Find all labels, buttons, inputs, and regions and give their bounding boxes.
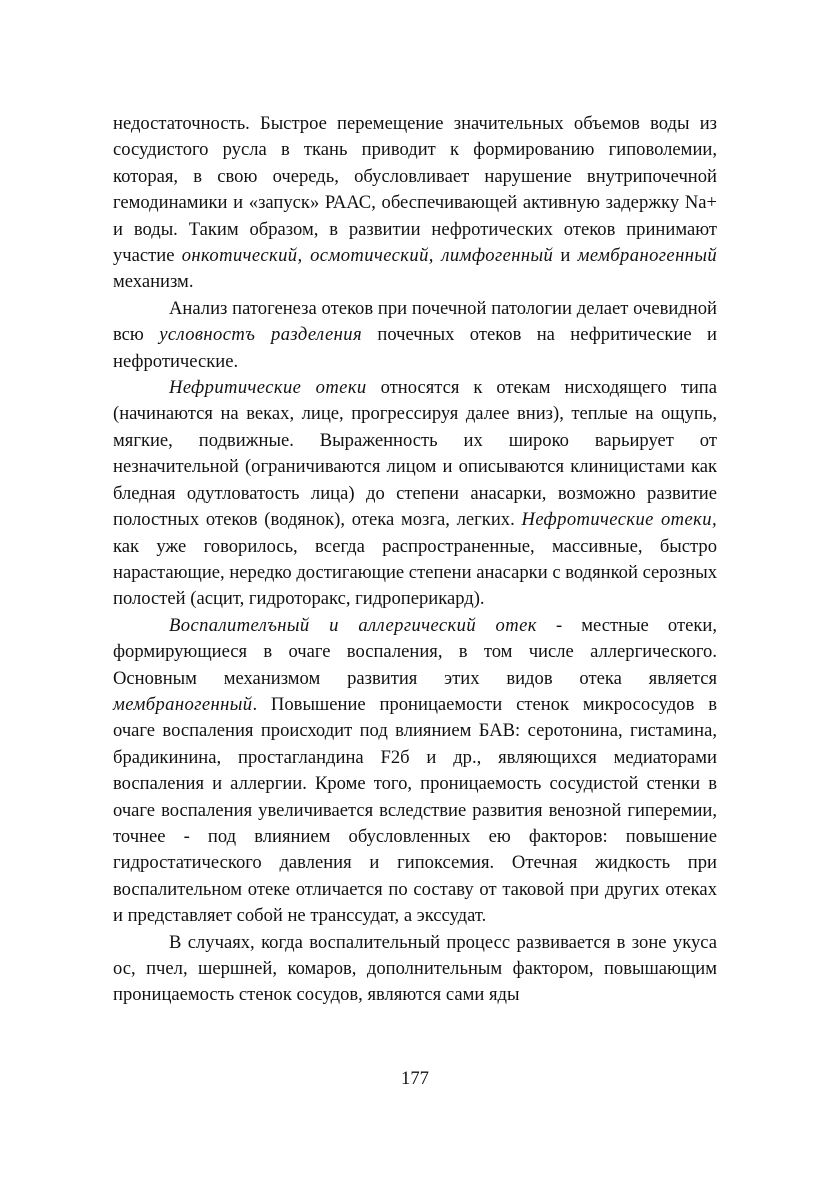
page-body [113, 111, 717, 1009]
paragraph-3-text-2: как уже говорилось, всегда распространенные, массивные, быстро нарастающие, нередко достигающие степени анасарки с водянкой серозных полостей (асцит, гидроторакс, гидроперикард). [113, 535, 717, 610]
paragraph-1-text-3: механизм. [113, 271, 194, 293]
paragraph-3-text-1: относятся к отекам нисходящего типа (начинаются на веках, лице, прогрессируя далее вниз), теплые на ощупь, мягкие, подвижные. Выраженность их широко варьирует от незначительной (ограничиваются лицом и описываются клиницистами как бледная одутловатость лица) до степени анасарки, возможно развитие полостных отеков (водянок), отека мозга, легких. [113, 377, 717, 531]
paragraph-3-italic-nephrotic: Нефротические отеки, [521, 509, 717, 531]
paragraph-4-text-2: . Повышение проницаемости стенок микрососудов в очаге воспаления происходит под влиянием БАВ: серотонина, гистамина, брадикинина, простагландина F2б и др., являющихся медиаторами воспаления и аллергии. Кроме того, проницаемость сосудистой стенки в очаге воспаления увеличивается вследствие развития венозной гиперемии, точнее - под влиянием обусловленных ею факторов: повышение гидростатического давления и гипоксемия. Отечная жидкость при воспалительном отеке отличается по составу от таковой при других отеках и представляет собой не транссудат, а экссудат. [113, 693, 717, 927]
paragraph-4 [113, 613, 717, 930]
paragraph-3 [113, 375, 717, 613]
paragraph-1 [113, 111, 717, 296]
paragraph-2-text-1: Анализ патогенеза отеков при почечной патологии делает очевидной всю [113, 297, 717, 346]
paragraph-4-text-1: - местные отеки, формирующиеся в очаге воспаления, в том числе аллергического. Основным механизмом развития этих видов отека является [113, 614, 717, 689]
paragraph-2-italic: условностъ разделения [159, 324, 363, 346]
paragraph-5 [113, 930, 717, 1009]
paragraph-4-italic-membranogenic: мембраногенный [113, 693, 253, 715]
paragraph-2 [113, 296, 717, 375]
paragraph-1-text-2: и [553, 245, 578, 267]
paragraph-3-italic-nephritic: Нефритические отеки [169, 377, 367, 399]
paragraph-2-text-2: почечных отеков на нефритические и нефротические. [113, 324, 717, 372]
paragraph-4-italic-inflammatory: Воспалителъный и аллергический отек [169, 614, 537, 636]
page-number: 177 [401, 1068, 429, 1089]
paragraph-5-text-1: В случаях, когда воспалительный процесс развивается в зоне укуса ос, пчел, шершней, комаров, дополнительным фактором, повышающим проницаемость стенок сосудов, являются сами яды [113, 931, 717, 1006]
paragraph-1-italic-membranogenic: мембраногенный [577, 245, 718, 267]
paragraph-1-italic-terms: онкотический, осмотический, лимфогенный [181, 245, 554, 267]
paragraph-1-text-1: недостаточность. Быстрое перемещение значительных объемов воды из сосудистого русла в ткань приводит к формированию гиповолемии, которая, в свою очередь, обусловливает нарушение внутрипочечной гемодинамики и «запуск» РААС, обеспечивающей активную задержку Na+ и воды. Таким образом, в развитии нефротических отеков принимают участие [113, 113, 717, 267]
